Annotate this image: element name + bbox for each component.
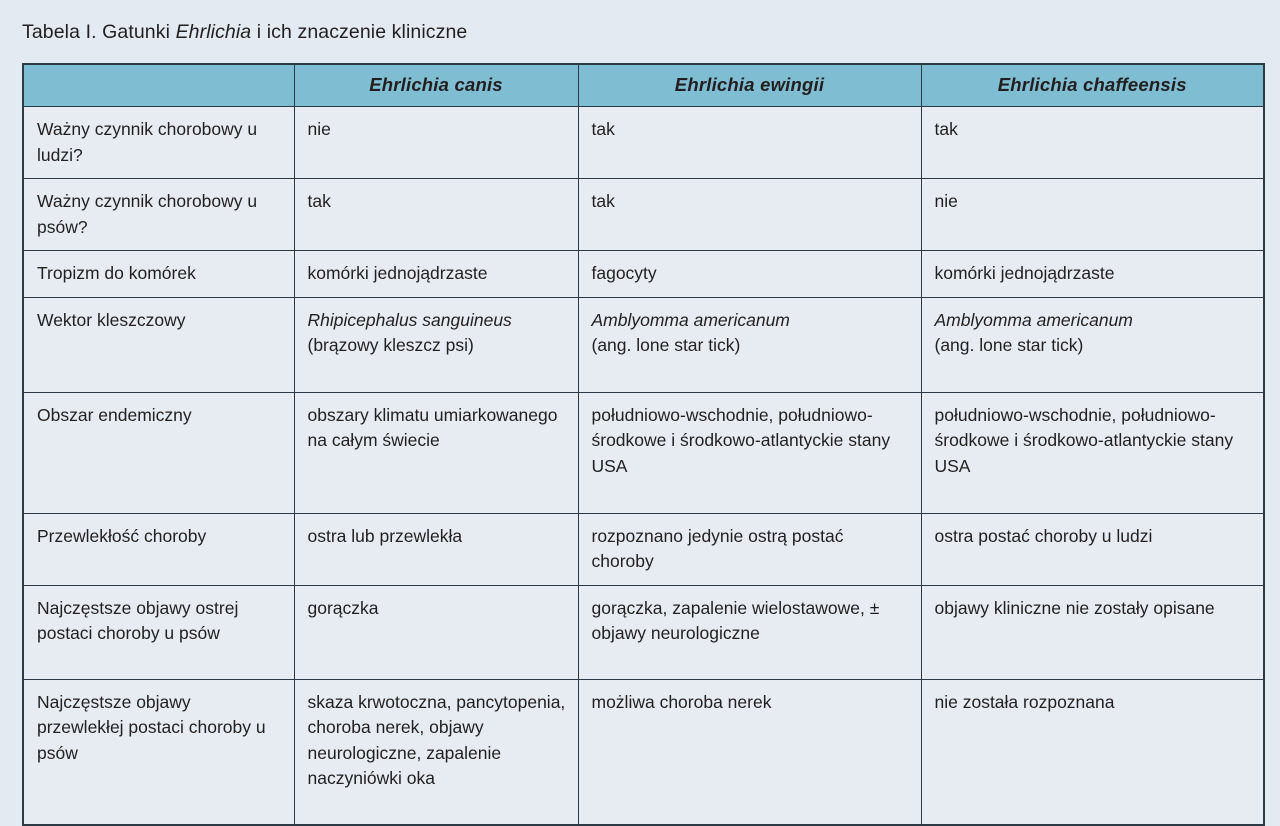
- cell-canis-human-pathogen: nie: [294, 107, 578, 179]
- cell-ewingii-human-pathogen: tak: [578, 107, 921, 179]
- cell-canis-cell-tropism: komórki jednojądrzaste: [294, 251, 578, 298]
- vector-common-name: (brązowy kleszcz psi): [307, 335, 474, 355]
- row-label-human-pathogen: Ważny czynnik chorobowy u ludzi?: [23, 107, 294, 179]
- cell-ewingii-chronic-signs-dogs: możliwa choroba nerek: [578, 679, 921, 825]
- table-row: [23, 297, 1264, 392]
- cell-canis-acute-signs-dogs: gorączka: [294, 585, 578, 679]
- table-container: [22, 63, 1263, 826]
- table-row: [23, 679, 1264, 825]
- table-row: [23, 392, 1264, 513]
- header-cell-ehrlichia-chaffeensis: Ehrlichia chaffeensis: [921, 64, 1264, 107]
- header-cell-blank: [23, 64, 294, 107]
- vector-species-name: Amblyomma americanum: [591, 309, 790, 330]
- cell-chaffeensis-chronic-signs-dogs: nie została rozpoznana: [921, 679, 1264, 825]
- vector-common-name: (ang. lone star tick): [591, 335, 741, 355]
- vector-species-name: Rhipicephalus sanguineus: [307, 309, 512, 330]
- cell-chaffeensis-acute-signs-dogs: objawy kliniczne nie zostały opisane: [921, 585, 1264, 679]
- table-caption: [22, 20, 467, 44]
- header-cell-ehrlichia-canis: Ehrlichia canis: [294, 64, 578, 107]
- row-label-disease-chronicity: Przewlekłość choroby: [23, 513, 294, 585]
- ehrlichia-species-table: [22, 63, 1265, 826]
- table-row: [23, 513, 1264, 585]
- header-cell-ehrlichia-ewingii: Ehrlichia ewingii: [578, 64, 921, 107]
- cell-ewingii-acute-signs-dogs: gorączka, zapalenie wielostawowe, ± objawy neurologiczne: [578, 585, 921, 679]
- row-label-cell-tropism: Tropizm do komórek: [23, 251, 294, 298]
- cell-canis-endemic-area: obszary klimatu umiarkowanego na całym świecie: [294, 392, 578, 513]
- cell-chaffeensis-human-pathogen: tak: [921, 107, 1264, 179]
- cell-ewingii-dog-pathogen: tak: [578, 179, 921, 251]
- cell-canis-disease-chronicity: ostra lub przewlekła: [294, 513, 578, 585]
- cell-chaffeensis-cell-tropism: komórki jednojądrzaste: [921, 251, 1264, 298]
- caption-suffix: i ich znaczenie kliniczne: [251, 21, 468, 43]
- table-body: [23, 107, 1264, 825]
- vector-species-name: Amblyomma americanum: [934, 309, 1133, 330]
- row-label-chronic-signs-dogs: Najczęstsze objawy przewlekłej postaci choroby u psów: [23, 679, 294, 825]
- cell-chaffeensis-disease-chronicity: ostra postać choroby u ludzi: [921, 513, 1264, 585]
- row-label-acute-signs-dogs: Najczęstsze objawy ostrej postaci choroby u psów: [23, 585, 294, 679]
- cell-canis-chronic-signs-dogs: skaza krwotoczna, pancytopenia, choroba nerek, objawy neurologiczne, zapalenie naczyniówki oka: [294, 679, 578, 825]
- cell-ewingii-tick-vector: [578, 297, 921, 392]
- cell-chaffeensis-tick-vector: [921, 297, 1264, 392]
- caption-genus-name: Ehrlichia: [175, 21, 252, 43]
- table-row: [23, 107, 1264, 179]
- row-label-dog-pathogen: Ważny czynnik chorobowy u psów?: [23, 179, 294, 251]
- cell-chaffeensis-dog-pathogen: nie: [921, 179, 1264, 251]
- table-row: [23, 179, 1264, 251]
- table-row: [23, 585, 1264, 679]
- header-row: [23, 64, 1264, 107]
- row-label-tick-vector: Wektor kleszczowy: [23, 297, 294, 392]
- caption-prefix: Tabela I. Gatunki: [22, 21, 176, 43]
- vector-common-name: (ang. lone star tick): [934, 335, 1084, 355]
- table-row: [23, 251, 1264, 298]
- row-label-endemic-area: Obszar endemiczny: [23, 392, 294, 513]
- cell-ewingii-endemic-area: południowo-wschodnie, południowo-środkowe i środkowo-atlantyckie stany USA: [578, 392, 921, 513]
- cell-ewingii-disease-chronicity: rozpoznano jedynie ostrą postać choroby: [578, 513, 921, 585]
- cell-ewingii-cell-tropism: fagocyty: [578, 251, 921, 298]
- table-header: [23, 64, 1264, 107]
- cell-canis-dog-pathogen: tak: [294, 179, 578, 251]
- cell-chaffeensis-endemic-area: południowo-wschodnie, południowo-środkowe i środkowo-atlantyckie stany USA: [921, 392, 1264, 513]
- cell-canis-tick-vector: [294, 297, 578, 392]
